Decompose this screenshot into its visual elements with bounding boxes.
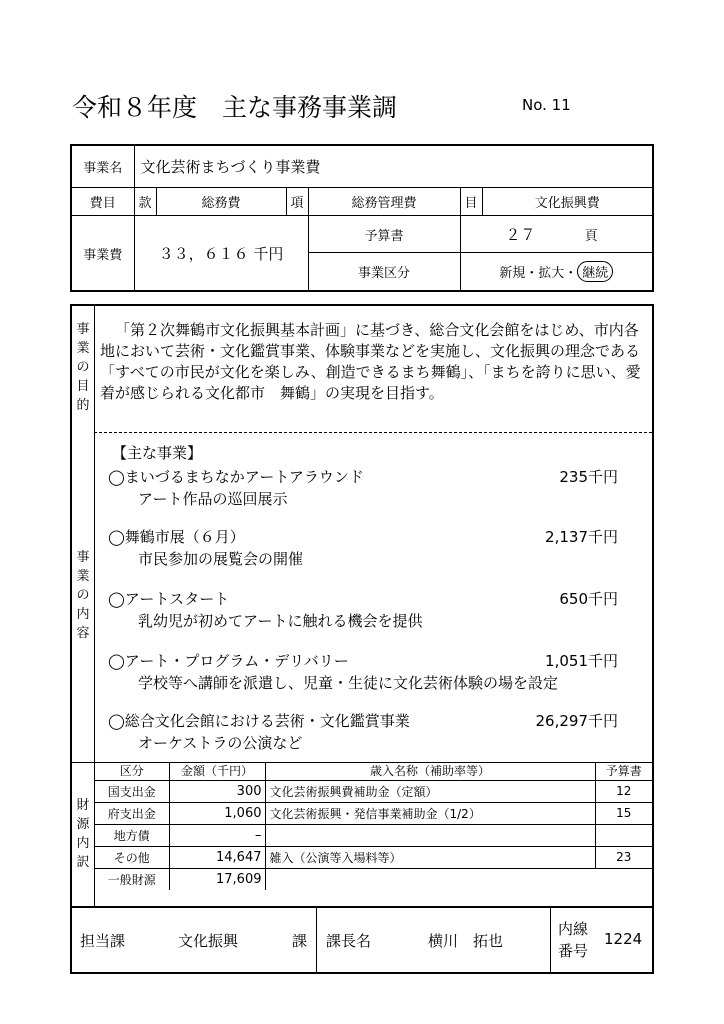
content-item-amount: 2,137千円	[545, 528, 618, 546]
kou-label: 項	[286, 187, 308, 216]
finance-cell-kubun: 一般財源	[95, 868, 169, 890]
footer-divider-2	[550, 908, 551, 972]
finance-cell-name: 雑入（公演等入場料等）	[265, 846, 595, 868]
business-name-value: 文化芸術まちづくり事業費	[134, 146, 652, 187]
label-column-divider	[94, 306, 95, 762]
category-value	[460, 253, 652, 290]
footer-divider-1	[316, 908, 317, 972]
extension-label: 内線 番号	[558, 920, 589, 960]
extension-value: 1224	[604, 930, 643, 948]
content-item-name: ◯まいづるまちなかアートアラウンド	[108, 468, 364, 486]
content-item-amount: 1,051千円	[545, 652, 618, 670]
finance-cell-kubun: その他	[95, 846, 169, 868]
finance-header-page: 予算書	[595, 762, 652, 780]
content-item-name: ◯舞鶴市展（６月）	[108, 528, 245, 546]
cost-label: 事業費	[72, 216, 134, 290]
finance-cell-name	[265, 868, 595, 890]
content-item-amount: 650千円	[559, 590, 618, 608]
finance-cell-amount: 14,647	[169, 846, 265, 868]
finance-cell-name	[265, 824, 595, 846]
chief-value: 横川 拓也	[428, 932, 504, 950]
kan-label: 款	[134, 187, 156, 216]
content-item-amount: 235千円	[559, 468, 618, 486]
budget-page-number: ２７	[505, 225, 536, 244]
content-heading: 【主な事業】	[112, 444, 203, 462]
finance-label: 財 源 内 訳	[76, 798, 90, 870]
finance-cell-amount: –	[169, 824, 265, 846]
finance-cell-page: 12	[595, 780, 652, 802]
finance-header-amount: 金額（千円）	[169, 762, 265, 780]
purpose-label: 事 業 の 目 的	[76, 322, 90, 413]
chief-label: 課長名	[326, 932, 372, 950]
budget-page-unit: 頁	[584, 228, 598, 244]
table-row	[95, 846, 652, 868]
himoku-label: 費目	[72, 187, 134, 216]
table-row	[95, 824, 652, 846]
finance-cell-amount: 300	[169, 780, 265, 802]
dashed-divider	[94, 432, 652, 433]
finance-cell-kubun: 府支出金	[95, 802, 169, 824]
content-item-desc: アート作品の巡回展示	[138, 490, 288, 508]
content-item-amount: 26,297千円	[535, 712, 618, 730]
cost-value: ３３，６１６ 千円	[134, 216, 308, 290]
content-item-name: ◯アートスタート	[108, 590, 230, 608]
content-item-desc: 学校等へ講師を派遣し、児童・生徒に文化芸術体験の場を設定	[138, 674, 559, 692]
info-box	[70, 144, 654, 292]
finance-cell-page: 15	[595, 802, 652, 824]
finance-header-kubun: 区分	[95, 762, 169, 780]
kan-value: 総務費	[156, 187, 286, 216]
category-options: 新規・拡大・	[499, 266, 578, 282]
budget-book-page-cell	[460, 216, 652, 253]
dept-value: 文化振興	[178, 932, 239, 950]
document-number: No. 11	[522, 96, 571, 114]
moku-label: 目	[460, 187, 482, 216]
content-item-name: ◯アート・プログラム・デリバリー	[108, 652, 349, 670]
business-name-label: 事業名	[72, 146, 134, 187]
finance-cell-name: 文化芸術振興・発信事業補助金（1/2）	[265, 802, 595, 824]
dept-label: 担当課	[80, 932, 126, 950]
finance-cell-kubun: 地方債	[95, 824, 169, 846]
finance-cell-page	[595, 868, 652, 890]
finance-cell-page: 23	[595, 846, 652, 868]
category-selected-circle: 継続	[577, 261, 613, 282]
finance-cell-name: 文化芸術振興費補助金（定額）	[265, 780, 595, 802]
budget-book-label: 予算書	[308, 216, 460, 253]
finance-cell-page	[595, 824, 652, 846]
table-row	[95, 780, 652, 802]
finance-cell-amount: 1,060	[169, 802, 265, 824]
table-row	[95, 802, 652, 824]
moku-value: 文化振興費	[482, 187, 652, 216]
content-item-desc: 乳幼児が初めてアートに触れる機会を提供	[138, 612, 423, 630]
content-item-name: ◯総合文化会館における芸術・文化鑑賞事業	[108, 712, 410, 730]
content-item-desc: オーケストラの公演など	[138, 734, 303, 752]
finance-header-name: 歳入名称（補助率等）	[265, 762, 595, 780]
finance-cell-amount: 17,609	[169, 868, 265, 890]
kou-value: 総務管理費	[308, 187, 460, 216]
finance-table	[95, 762, 652, 890]
category-label: 事業区分	[308, 253, 460, 290]
table-row	[95, 868, 652, 890]
content-label: 事 業 の 内 容	[76, 550, 90, 641]
page-title: 令和８年度 主な事務事業調	[72, 93, 398, 122]
dept-suffix: 課	[292, 932, 308, 950]
purpose-text: 「第２次舞鶴市文化振興基本計画」に基づき、総合文化会館をはじめ、市内各地において芸術・文化鑑賞事業、体験事業などを実施し、文化振興の理念である「すべての市民が文化を楽しみ、創造できるまち舞鶴」、「まちを誇りに思い、愛着が感じられる文化都市 舞鶴」の実現を目指す。	[100, 321, 641, 402]
finance-cell-kubun: 国支出金	[95, 780, 169, 802]
content-item-desc: 市民参加の展覧会の開催	[138, 550, 304, 568]
